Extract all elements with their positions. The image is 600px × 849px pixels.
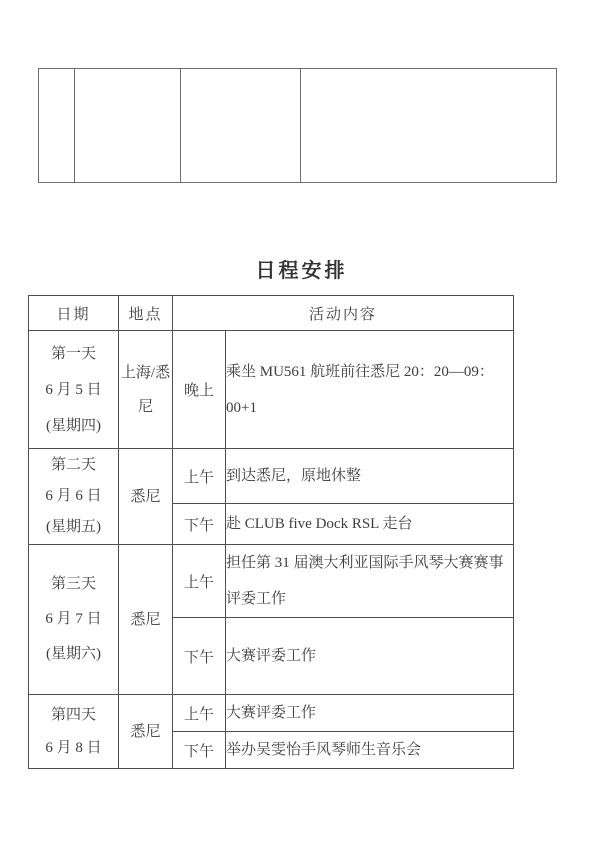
time-cell: 下午 [173, 732, 226, 769]
weekday-line: (星期四) [46, 417, 101, 434]
location-cell: 悉尼 [119, 449, 173, 545]
schedule-row [29, 331, 514, 449]
location-cell: 上海/悉尼 [119, 331, 173, 449]
header-location: 地点 [119, 296, 173, 331]
continuation-table [38, 68, 557, 183]
date-cell [29, 331, 119, 449]
time-cell: 下午 [173, 618, 226, 695]
day-line: 第一天 [50, 345, 96, 362]
location-cell: 悉尼 [119, 695, 173, 769]
page-title: 日程安排 [255, 260, 348, 282]
schedule-row [29, 545, 514, 618]
day-line: 第三天 [50, 576, 96, 592]
date-cell [29, 545, 119, 695]
location-cell: 悉尼 [119, 545, 173, 695]
time-cell: 上午 [173, 449, 226, 504]
activity-cell: 大赛评委工作 [226, 618, 514, 695]
empty-cell [39, 69, 75, 183]
time-cell: 下午 [173, 504, 226, 545]
activity-cell: 大赛评委工作 [226, 695, 514, 732]
date-cell [29, 449, 119, 545]
day-line: 第二天 [50, 457, 96, 473]
weekday-line: (星期六) [46, 646, 101, 662]
time-cell: 上午 [173, 545, 226, 618]
empty-cell [75, 69, 181, 183]
activity-cell: 举办吴雯怡手风琴师生音乐会 [226, 732, 514, 769]
date-line: 6 月 6 日 [45, 488, 102, 504]
activity-cell: 担任第 31 届澳大利亚国际手风琴大赛赛事评委工作 [226, 545, 514, 618]
time-cell: 晚上 [173, 331, 226, 449]
schedule-table [28, 295, 514, 769]
activity-cell: 乘坐 MU561 航班前往悉尼 20：20—09：00+1 [226, 331, 514, 449]
date-line: 6 月 5 日 [45, 381, 102, 398]
time-cell: 上午 [173, 695, 226, 732]
empty-cell [181, 69, 301, 183]
header-date: 日期 [29, 296, 119, 331]
date-line: 6 月 8 日 [45, 739, 102, 756]
schedule-row [29, 449, 514, 504]
activity-cell: 到达悉尼，原地休整 [226, 449, 514, 504]
header-activity: 活动内容 [173, 296, 514, 331]
activity-cell: 赴 CLUB five Dock RSL 走台 [226, 504, 514, 545]
date-cell [29, 695, 119, 769]
empty-cell [301, 69, 557, 183]
date-line: 6 月 7 日 [45, 611, 102, 627]
schedule-row [29, 695, 514, 732]
day-line: 第四天 [50, 706, 96, 723]
weekday-line: (星期五) [46, 519, 101, 535]
table-row [39, 69, 557, 183]
table-header-row [29, 296, 514, 331]
